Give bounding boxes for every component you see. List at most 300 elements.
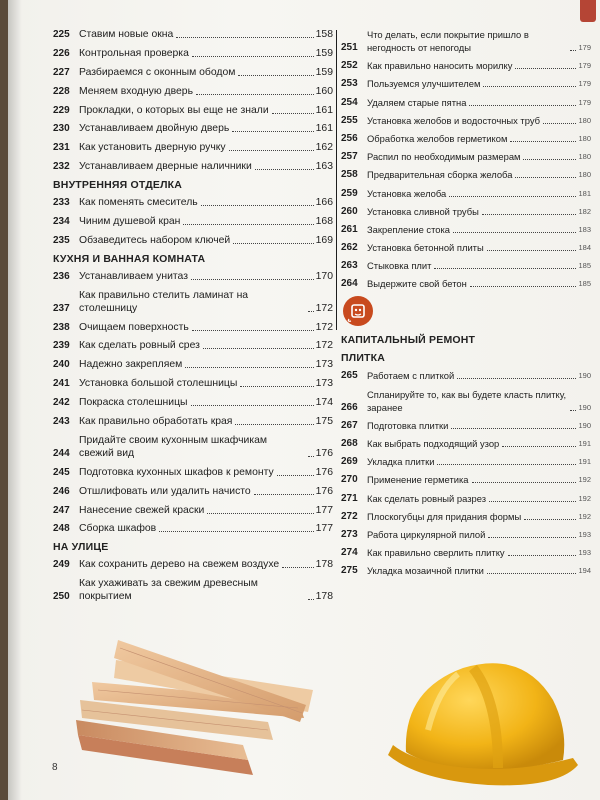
book-page xyxy=(8,0,600,800)
leader-dots xyxy=(523,159,576,160)
entry-number: 250 xyxy=(53,591,70,603)
toc-entry xyxy=(53,122,333,135)
leader-dots xyxy=(185,367,313,368)
entry-title: Ставим новые окна xyxy=(79,29,174,40)
toc-entry xyxy=(53,434,333,460)
toc-group xyxy=(341,369,591,577)
entry-body xyxy=(367,96,591,109)
entry-title: Закрепление стока xyxy=(367,223,451,235)
entry-title: Укладка мозаичной плитки xyxy=(367,565,484,577)
entry-title: Покраска столешницы xyxy=(79,397,188,409)
leader-dots xyxy=(482,214,577,215)
toc-entry xyxy=(341,455,591,468)
entry-body xyxy=(367,132,591,145)
toc-entry xyxy=(53,339,333,352)
corner-bookmark xyxy=(580,0,596,22)
toc-entry xyxy=(341,473,591,486)
electrical-outlet-icon xyxy=(343,296,373,326)
entry-body xyxy=(367,388,591,414)
toc-right-column xyxy=(341,28,591,583)
leader-dots xyxy=(191,405,314,406)
toc-entry xyxy=(53,396,333,409)
entry-body xyxy=(367,277,591,290)
leader-dots xyxy=(308,311,314,312)
leader-dots xyxy=(232,131,313,132)
entry-body xyxy=(367,473,591,486)
leader-dots xyxy=(453,232,576,233)
entry-title: Спланируйте то, как вы будете класть плитку, заранее xyxy=(367,388,567,413)
entry-number: 226 xyxy=(53,47,70,59)
leader-dots xyxy=(515,68,576,69)
entry-number: 244 xyxy=(53,447,70,459)
toc-left-column xyxy=(53,28,333,609)
leader-dots xyxy=(238,75,313,76)
entry-page: 179 xyxy=(578,97,591,107)
entry-title: Обработка желобов герметиком xyxy=(367,132,508,144)
toc-entry xyxy=(341,132,591,145)
entry-body xyxy=(79,415,333,428)
entry-body xyxy=(79,270,333,283)
leader-dots xyxy=(449,196,576,197)
leader-dots xyxy=(487,250,577,251)
entry-number: 270 xyxy=(341,474,358,486)
entry-title: Как сохранить дерево на свежем воздухе xyxy=(79,559,280,571)
entry-number: 231 xyxy=(53,142,70,154)
entry-number: 274 xyxy=(341,547,358,559)
entry-page: 163 xyxy=(315,161,333,173)
entry-title: Прокладки, о которых вы еще не знали xyxy=(79,104,269,116)
entry-body xyxy=(367,546,591,559)
leader-dots xyxy=(434,268,576,269)
entry-number: 273 xyxy=(341,528,358,540)
entry-title: Устанавливаем унитаз xyxy=(79,270,188,282)
toc-entry xyxy=(341,150,591,163)
entry-page: 190 xyxy=(578,402,591,412)
toc-entry xyxy=(341,114,591,127)
entry-page: 172 xyxy=(315,321,333,333)
entry-body xyxy=(367,510,591,523)
entry-page: 191 xyxy=(578,439,591,448)
entry-page: 170 xyxy=(315,270,333,282)
entry-number: 248 xyxy=(53,523,70,535)
entry-page: 184 xyxy=(578,243,591,253)
entry-title: Установка желоба xyxy=(367,187,447,199)
leader-dots xyxy=(570,50,576,51)
leader-dots xyxy=(191,279,314,280)
entry-body xyxy=(79,141,333,154)
entry-body xyxy=(79,358,333,371)
entry-page: 159 xyxy=(315,47,333,59)
entry-page: 192 xyxy=(578,511,591,521)
entry-title: Обзаведитесь набором ключей xyxy=(79,234,231,246)
entry-body xyxy=(79,466,333,479)
entry-page: 176 xyxy=(315,466,333,478)
toc-entry xyxy=(341,277,591,290)
entry-title: Как ухаживать за свежим древесным покрытием xyxy=(79,578,258,603)
entry-body xyxy=(79,28,333,41)
entry-number: 255 xyxy=(341,114,358,126)
entry-page: 190 xyxy=(578,371,591,381)
entry-body xyxy=(367,369,591,382)
entry-title: Как сделать ровный срез xyxy=(79,340,200,352)
toc-entry xyxy=(53,28,333,41)
wooden-planks-illustration xyxy=(68,630,328,780)
toc-group xyxy=(53,558,333,603)
entry-number: 266 xyxy=(341,401,358,413)
entry-body xyxy=(79,85,333,98)
entry-title: Укладка плитки xyxy=(367,456,435,468)
toc-entry xyxy=(341,223,591,236)
entry-page: 173 xyxy=(315,378,333,390)
toc-entry xyxy=(341,241,591,254)
entry-number: 269 xyxy=(341,456,358,468)
leader-dots xyxy=(196,94,314,95)
entry-number: 238 xyxy=(53,321,70,333)
entry-title: Придайте своим кухонным шкафчикам свежий вид xyxy=(79,434,268,459)
toc-entry xyxy=(53,522,333,535)
entry-page: 182 xyxy=(578,206,591,216)
entry-page: 183 xyxy=(578,224,591,234)
toc-entry xyxy=(341,187,591,200)
leader-dots xyxy=(469,105,576,106)
leader-dots xyxy=(451,428,576,429)
entry-number: 247 xyxy=(53,504,70,516)
leader-dots xyxy=(192,330,314,331)
entry-title: Надежно закрепляем xyxy=(79,359,183,371)
leader-dots xyxy=(203,348,314,349)
entry-title: Установка большой столешницы xyxy=(79,378,238,390)
leader-dots xyxy=(488,537,576,538)
leader-dots xyxy=(201,205,314,206)
entry-title: Распил по необходимым размерам xyxy=(367,151,521,163)
leader-dots xyxy=(207,513,313,514)
toc-group xyxy=(341,28,591,290)
leader-dots xyxy=(457,378,576,379)
entry-page: 176 xyxy=(315,485,333,497)
entry-page: 172 xyxy=(315,340,333,352)
leader-dots xyxy=(508,555,577,556)
entry-title: Работаем с плиткой xyxy=(367,370,455,382)
entry-body xyxy=(367,437,591,450)
toc-entry xyxy=(53,558,333,571)
entry-number: 262 xyxy=(341,242,358,254)
entry-number: 271 xyxy=(341,492,358,504)
entry-title: Стыковка плит xyxy=(367,260,432,272)
entry-number: 272 xyxy=(341,510,358,522)
entry-page: 166 xyxy=(315,197,333,209)
entry-page: 177 xyxy=(315,523,333,535)
toc-entry xyxy=(341,369,591,382)
entry-title: Отшлифовать или удалить начисто xyxy=(79,485,251,497)
entry-number: 263 xyxy=(341,260,358,272)
entry-body xyxy=(79,104,333,117)
toc-entry xyxy=(53,47,333,60)
toc-entry xyxy=(341,419,591,432)
entry-number: 246 xyxy=(53,485,70,497)
entry-number: 264 xyxy=(341,278,358,290)
toc-entry xyxy=(53,321,333,334)
entry-body xyxy=(79,339,333,352)
leader-dots xyxy=(240,386,313,387)
entry-title: Как правильно стелить ламинат на столешницу xyxy=(79,289,249,314)
entry-page: 180 xyxy=(578,133,591,143)
entry-title: Подготовка плитки xyxy=(367,419,449,431)
entry-title: Как выбрать подходящий узор xyxy=(367,438,500,449)
entry-number: 258 xyxy=(341,169,358,181)
entry-title: Меняем входную дверь xyxy=(79,85,193,97)
entry-body xyxy=(79,215,333,228)
entry-title: Нанесение свежей краски xyxy=(79,504,205,516)
entry-page: 193 xyxy=(578,548,591,558)
entry-number: 268 xyxy=(341,438,358,449)
section-heading: НА УЛИЦЕ xyxy=(53,541,109,554)
toc-group xyxy=(53,28,333,173)
entry-number: 228 xyxy=(53,85,70,97)
entry-title: Установка желобов и водосточных труб xyxy=(367,114,540,126)
toc-entry xyxy=(341,437,591,450)
page-number: 8 xyxy=(52,762,58,773)
toc-entry xyxy=(53,104,333,117)
entry-page: 178 xyxy=(315,559,333,571)
entry-number: 232 xyxy=(53,161,70,173)
leader-dots xyxy=(229,150,314,151)
toc-entry xyxy=(341,59,591,72)
leader-dots xyxy=(254,494,314,495)
entry-title: Как правильно сверлить плитку xyxy=(367,547,505,559)
toc-entry xyxy=(341,205,591,218)
entry-title: Сборка шкафов xyxy=(79,523,157,535)
toc-entry xyxy=(53,377,333,390)
entry-page: 180 xyxy=(578,170,591,180)
toc-entry xyxy=(341,510,591,523)
toc-entry xyxy=(53,466,333,479)
leader-dots xyxy=(472,482,577,483)
column-divider xyxy=(336,30,337,330)
entry-title: Как правильно обработать края xyxy=(79,416,233,428)
toc-entry xyxy=(53,141,333,154)
toc-entry xyxy=(53,504,333,517)
entry-number: 257 xyxy=(341,151,358,163)
entry-body xyxy=(367,150,591,163)
entry-title: Выдержите свой бетон xyxy=(367,278,467,290)
entry-page: 191 xyxy=(578,457,591,467)
entry-title: Устанавливаем дверные наличники xyxy=(79,161,252,173)
entry-number: 265 xyxy=(341,370,358,382)
entry-number: 251 xyxy=(341,42,358,53)
entry-number: 275 xyxy=(341,565,358,577)
entry-body xyxy=(79,66,333,79)
entry-body xyxy=(79,234,333,247)
entry-page: 177 xyxy=(315,504,333,516)
entry-title: Как правильно наносить морилку xyxy=(367,60,513,72)
entry-body xyxy=(367,455,591,468)
leader-dots xyxy=(308,456,314,457)
entry-number: 236 xyxy=(53,270,70,282)
toc-group xyxy=(53,196,333,247)
entry-page: 169 xyxy=(315,234,333,246)
entry-page: 179 xyxy=(578,79,591,89)
entry-title: Как сделать ровный разрез xyxy=(367,492,487,504)
entry-body xyxy=(79,289,333,315)
entry-number: 235 xyxy=(53,234,70,246)
entry-body xyxy=(79,504,333,517)
entry-body xyxy=(367,114,591,127)
entry-page: 161 xyxy=(315,104,333,116)
entry-number: 237 xyxy=(53,302,70,314)
entry-title: Подготовка кухонных шкафов к ремонту xyxy=(79,466,274,478)
entry-title: Чиним душевой кран xyxy=(79,216,181,228)
entry-body xyxy=(367,528,591,541)
entry-page: 185 xyxy=(578,279,591,289)
spine-shadow xyxy=(8,0,22,800)
toc-entry xyxy=(53,215,333,228)
entry-page: 161 xyxy=(315,123,333,135)
entry-number: 234 xyxy=(53,216,70,228)
entry-page: 185 xyxy=(578,261,591,271)
entry-body xyxy=(79,377,333,390)
entry-page: 192 xyxy=(578,475,591,485)
leader-dots xyxy=(515,177,576,178)
toc-entry xyxy=(341,259,591,272)
entry-page: 180 xyxy=(578,115,591,125)
entry-page: 160 xyxy=(315,85,333,97)
entry-page: 174 xyxy=(315,397,333,409)
entry-page: 179 xyxy=(578,61,591,71)
leader-dots xyxy=(470,286,577,287)
entry-page: 192 xyxy=(578,493,591,503)
entry-number: 267 xyxy=(341,419,358,431)
entry-number: 225 xyxy=(53,29,70,40)
entry-body xyxy=(367,59,591,72)
entry-body xyxy=(367,223,591,236)
entry-page: 179 xyxy=(578,43,591,52)
entry-page: 158 xyxy=(315,29,333,40)
leader-dots xyxy=(176,37,313,38)
leader-dots xyxy=(255,169,314,170)
section-heading: КУХНЯ И ВАННАЯ КОМНАТА xyxy=(53,252,206,265)
entry-number: 242 xyxy=(53,397,70,409)
section-heading: ПЛИТКА xyxy=(341,352,386,365)
toc-entry xyxy=(53,577,333,603)
entry-body xyxy=(367,241,591,254)
entry-title: Устанавливаем двойную дверь xyxy=(79,123,230,135)
entry-number: 239 xyxy=(53,340,70,352)
entry-body xyxy=(79,577,333,603)
entry-body xyxy=(367,187,591,200)
leader-dots xyxy=(543,123,576,124)
leader-dots xyxy=(489,501,576,502)
leader-dots xyxy=(159,531,313,532)
toc-entry xyxy=(341,168,591,181)
entry-title: Очищаем поверхность xyxy=(79,321,189,333)
entry-page: 173 xyxy=(315,359,333,371)
entry-body xyxy=(79,196,333,209)
entry-body xyxy=(367,168,591,181)
entry-number: 260 xyxy=(341,205,358,217)
toc-entry xyxy=(341,96,591,109)
entry-title: Работа циркулярной пилой xyxy=(367,528,486,540)
section-heading: ВНУТРЕННЯЯ ОТДЕЛКА xyxy=(53,179,183,192)
entry-number: 249 xyxy=(53,559,70,571)
leader-dots xyxy=(277,475,314,476)
yellow-hard-hat-illustration xyxy=(378,640,588,800)
entry-title: Применение герметика xyxy=(367,474,469,486)
toc-group xyxy=(53,270,333,536)
entry-number: 256 xyxy=(341,132,358,144)
entry-body xyxy=(367,259,591,272)
entry-number: 261 xyxy=(341,223,358,235)
entry-title: Плоскогубцы для придания формы xyxy=(367,510,522,522)
entry-body xyxy=(79,434,333,460)
leader-dots xyxy=(282,567,313,568)
entry-body xyxy=(367,492,591,505)
entry-number: 240 xyxy=(53,359,70,371)
toc-entry xyxy=(53,85,333,98)
toc-entry xyxy=(341,388,591,414)
entry-number: 254 xyxy=(341,96,358,108)
entry-page: 193 xyxy=(578,529,591,539)
entry-page: 162 xyxy=(315,142,333,154)
toc-entry xyxy=(53,234,333,247)
leader-dots xyxy=(524,519,576,520)
entry-number: 227 xyxy=(53,66,70,78)
toc-entry xyxy=(341,564,591,577)
section-heading: КАПИТАЛЬНЫЙ РЕМОНТ xyxy=(341,334,476,347)
entry-title: Удаляем старые пятна xyxy=(367,96,467,108)
toc-entry xyxy=(53,415,333,428)
leader-dots xyxy=(235,424,313,425)
entry-page: 176 xyxy=(315,447,333,459)
entry-body xyxy=(367,419,591,432)
toc-entry xyxy=(53,485,333,498)
leader-dots xyxy=(502,446,576,447)
leader-dots xyxy=(437,464,576,465)
entry-number: 245 xyxy=(53,466,70,478)
entry-body xyxy=(79,47,333,60)
entry-page: 194 xyxy=(578,566,591,576)
entry-body xyxy=(79,558,333,571)
entry-title: Установка сливной трубы xyxy=(367,205,479,217)
toc-entry xyxy=(341,492,591,505)
entry-title: Что делать, если покрытие пришло в негодность от непогоды xyxy=(367,29,529,53)
entry-page: 180 xyxy=(578,152,591,162)
entry-page: 175 xyxy=(315,416,333,428)
entry-number: 259 xyxy=(341,187,358,199)
toc-entry xyxy=(341,28,591,54)
entry-number: 241 xyxy=(53,378,70,390)
entry-body xyxy=(79,522,333,535)
entry-number: 230 xyxy=(53,123,70,135)
entry-title: Предварительная сборка желоба xyxy=(367,169,513,181)
entry-body xyxy=(79,122,333,135)
entry-body xyxy=(367,564,591,577)
toc-entry xyxy=(341,546,591,559)
leader-dots xyxy=(192,56,314,57)
entry-page: 168 xyxy=(315,216,333,228)
leader-dots xyxy=(510,141,576,142)
entry-body xyxy=(79,321,333,334)
toc-entry xyxy=(341,528,591,541)
entry-page: 178 xyxy=(315,591,333,603)
leader-dots xyxy=(233,243,313,244)
entry-body xyxy=(79,396,333,409)
entry-title: Как поменять смеситель xyxy=(79,197,198,209)
entry-title: Разбираемся с оконным ободом xyxy=(79,66,236,78)
entry-body xyxy=(367,28,591,54)
toc-entry xyxy=(53,289,333,315)
leader-dots xyxy=(308,599,314,600)
toc-entry xyxy=(53,196,333,209)
